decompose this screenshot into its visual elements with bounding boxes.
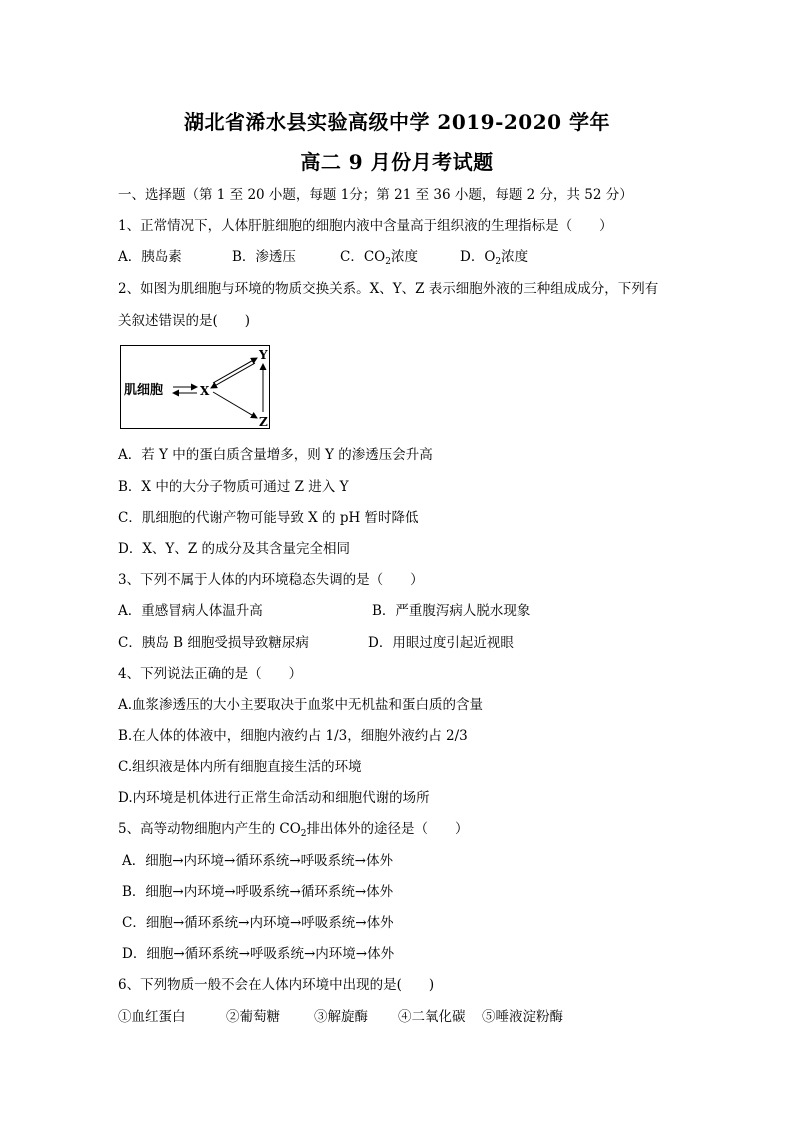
exchange-diagram-arrows xyxy=(121,346,271,430)
arrow-x-to-y xyxy=(213,358,257,383)
q2-stem-line1: 2、如图为肌细胞与环境的物质交换关系。X、Y、Z 表示细胞外液的三种组成成分，下列有 xyxy=(118,281,659,297)
q2-option-d: D．X、Y、Z 的成分及其含量完全相同 xyxy=(118,541,351,557)
q2-option-c: C．肌细胞的代谢产物可能导致 X 的 pH 暂时降低 xyxy=(118,510,419,526)
q5-option-b: B．细胞→内环境→呼吸系统→循环系统→体外 xyxy=(122,884,394,900)
q4-option-b: B.在人体的体液中，细胞内液约占 1/3，细胞外液约占 2/3 xyxy=(118,728,468,744)
q3-option-b: B．严重腹泻病人脱水现象 xyxy=(372,603,531,619)
exam-title-line2: 高二 9 月份月考试题 xyxy=(300,150,494,174)
q2-option-b: B．X 中的大分子物质可通过 Z 进入 Y xyxy=(118,479,349,495)
q1-stem: 1、正常情况下，人体肝脏细胞的细胞内液中含量高于组织液的生理指标是（ ） xyxy=(118,218,613,234)
q5-option-c: C．细胞→循环系统→内环境→呼吸系统→体外 xyxy=(122,915,394,931)
exchange-diagram xyxy=(120,345,270,429)
q6-item-1: ①血红蛋白 xyxy=(118,1009,186,1025)
q1-option-d: D．$O_2$浓度 xyxy=(460,249,529,267)
diagram-label-x: X xyxy=(200,384,210,398)
exam-title-line1: 湖北省浠水县实验高级中学 2019-2020 学年 xyxy=(183,110,611,134)
q6-item-3: ③解旋酶 xyxy=(314,1009,368,1025)
arrow-y-to-x xyxy=(211,363,255,388)
q3-stem: 3、下列不属于人体的内环境稳态失调的是（ ） xyxy=(118,572,424,588)
diagram-label-z: Z xyxy=(259,415,268,429)
q5-option-a: A．细胞→内环境→循环系统→呼吸系统→体外 xyxy=(122,853,393,869)
q6-stem: 6、下列物质一般不会在人体内环境中出现的是( ) xyxy=(118,977,435,993)
q3-option-d: D．用眼过度引起近视眼 xyxy=(368,635,514,651)
q4-option-d: D.内环境是机体进行正常生命活动和细胞代谢的场所 xyxy=(118,790,430,806)
q3-option-a: A．重感冒病人体温升高 xyxy=(118,603,263,619)
q5-option-d: D．细胞→循环系统→呼吸系统→内环境→体外 xyxy=(122,946,395,962)
q1-option-b: B．渗透压 xyxy=(232,249,296,265)
q6-item-5: ⑤唾液淀粉酶 xyxy=(482,1009,563,1025)
q4-stem: 4、下列说法正确的是（ ） xyxy=(118,666,303,682)
q2-option-a: A．若 Y 中的蛋白质含量增多，则 Y 的渗透压会升高 xyxy=(118,447,433,463)
q6-item-4: ④二氧化碳 xyxy=(398,1009,466,1025)
q5-stem: 5、高等动物细胞内产生的 $CO_2$排出体外的途径是（ ） xyxy=(118,821,469,839)
q2-stem-line2: 关叙述错误的是( ) xyxy=(118,313,251,329)
q1-option-c: C．$CO_2$浓度 xyxy=(340,249,418,267)
diagram-label-cell: 肌细胞 xyxy=(124,383,164,398)
q4-option-a: A.血浆渗透压的大小主要取决于血浆中无机盐和蛋白质的含量 xyxy=(118,697,484,713)
q4-option-c: C.组织液是体内所有细胞直接生活的环境 xyxy=(118,759,362,775)
diagram-label-y: Y xyxy=(259,348,268,362)
section-heading: 一、选择题（第 1 至 20 小题，每题 1分；第 21 至 36 小题，每题 2 分，共 52 分） xyxy=(118,187,633,203)
q3-option-c: C．胰岛 B 细胞受损导致糖尿病 xyxy=(118,635,309,651)
arrow-x-to-z xyxy=(213,392,257,418)
q6-item-2: ②葡萄糖 xyxy=(226,1009,280,1025)
q1-option-a: A．胰岛素 xyxy=(118,249,182,265)
